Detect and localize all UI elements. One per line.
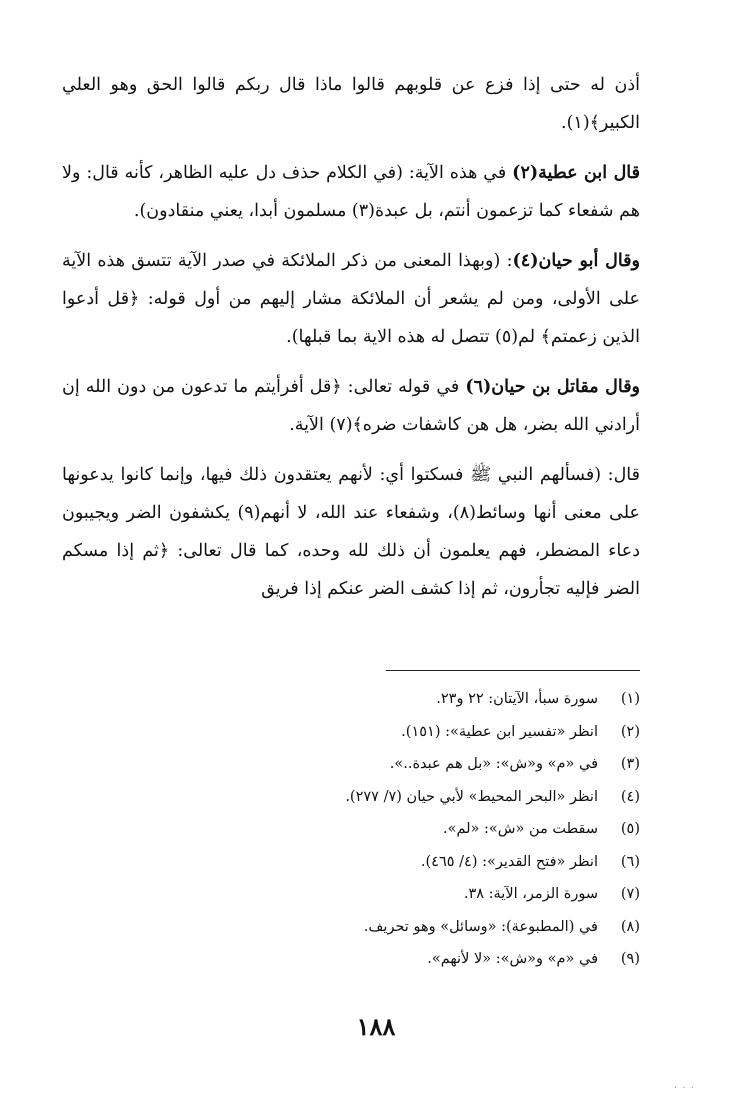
footnote-text: انظر «فتح القدير»: (٤/ ٤٦٥). bbox=[420, 853, 598, 870]
footnote-text: في «م» و«ش»: «لا لأنهم». bbox=[427, 951, 598, 967]
paragraph-1 bbox=[62, 66, 640, 142]
paragraph-5 bbox=[62, 456, 640, 608]
footnote bbox=[62, 781, 640, 814]
footnote-separator bbox=[386, 670, 640, 671]
paragraph-text: قال: (فسألهم النبي ﷺ فسكتوا أي: لأنهم يعتقدون ذلك فيها، وإنما كانوا يدعونها على معنى أنها وسائط(٨)، وشفعاء عند الله، لا أنهم(٩) يكشفون الضر ويجيبون دعاء المضطر، فهم يعلمون أن ذلك لله وحده، كما قال تعالى: ﴿ثم إذا مسكم الضر فإليه تجأرون، ثم إذا كشف الضر عنكم إذا فريق bbox=[62, 465, 640, 599]
paragraph-lead: وقال أبو حيان(٤) bbox=[512, 251, 640, 271]
footnote-number: (٤) bbox=[620, 788, 640, 805]
footnote bbox=[62, 683, 640, 716]
footnote-text: سورة الزمر، الآية: ٣٨. bbox=[463, 886, 598, 902]
footnote bbox=[62, 813, 640, 846]
footnote-text: انظر «تفسير ابن عطية»: (١٥١). bbox=[401, 723, 598, 740]
paragraph-lead: قال ابن عطية(٢) bbox=[512, 163, 640, 183]
footnote-number: (١) bbox=[620, 691, 640, 707]
footnote-text: في «م» و«ش»: «بل هم عبدة..». bbox=[389, 756, 598, 772]
main-text bbox=[62, 66, 640, 620]
footnote-number: (٩) bbox=[620, 951, 640, 967]
footnote-number: (٣) bbox=[620, 756, 640, 772]
footnote-text: في (المطبوعة): «وسائل» وهو تحريف. bbox=[363, 918, 598, 935]
footnote bbox=[62, 878, 640, 911]
paragraph-lead: وقال مقاتل بن حيان(٦) bbox=[465, 377, 641, 397]
footnote bbox=[62, 716, 640, 749]
footnote bbox=[62, 943, 640, 976]
paragraph-2 bbox=[62, 154, 640, 230]
paragraph-text: أذن له حتى إذا فزع عن قلوبهم قالوا ماذا قال ربكم قالوا الحق وهو العلي الكبير﴾(١). bbox=[62, 75, 640, 133]
paragraph-text: : (وبهذا المعنى من ذكر الملائكة في صدر الآية تتسق هذه الآية على الأولى، ومن لم يشعر أن الملائكة مشار إليهم من أول قوله: ﴿قل أدعوا الذين زعمتم﴾ لم(٥) تتصل له هذه الاية بما قبلها). bbox=[62, 251, 640, 347]
corner-mark: · · · bbox=[674, 1083, 695, 1094]
paragraph-text: في قوله تعالى: ﴿قل أفرأيتم ما تدعون من دون الله إن أرادني الله بضر، هل هن كاشفات ضره﴾(٧) الآية. bbox=[62, 377, 640, 435]
footnote bbox=[62, 846, 640, 879]
footnote-number: (٧) bbox=[620, 886, 640, 902]
paragraph-4 bbox=[62, 368, 640, 444]
footnote-number: (٦) bbox=[620, 853, 640, 870]
footnote-number: (٢) bbox=[620, 723, 640, 740]
footnote-text: انظر «البحر المحيط» لأبي حيان (٧/ ٢٧٧). bbox=[345, 788, 598, 805]
footnote-number: (٥) bbox=[620, 821, 640, 837]
footnote-text: سورة سبأ، الآيتان: ٢٢ و٢٣. bbox=[436, 691, 598, 707]
footnotes bbox=[62, 683, 640, 976]
footnote bbox=[62, 748, 640, 781]
paragraph-text: في هذه الآية: (في الكلام حذف دل عليه الظاهر، كأنه قال: ولا هم شفعاء كما تزعمون أنتم، بل عبدة(٣) مسلمون أبدا، يعني منقادون). bbox=[62, 163, 640, 221]
footnote-number: (٨) bbox=[620, 918, 640, 935]
footnote-text: سقطت من «ش»: «لم». bbox=[443, 821, 598, 837]
page-number: ١٨٨ bbox=[356, 1012, 396, 1041]
footnote bbox=[62, 911, 640, 944]
paragraph-3 bbox=[62, 242, 640, 356]
